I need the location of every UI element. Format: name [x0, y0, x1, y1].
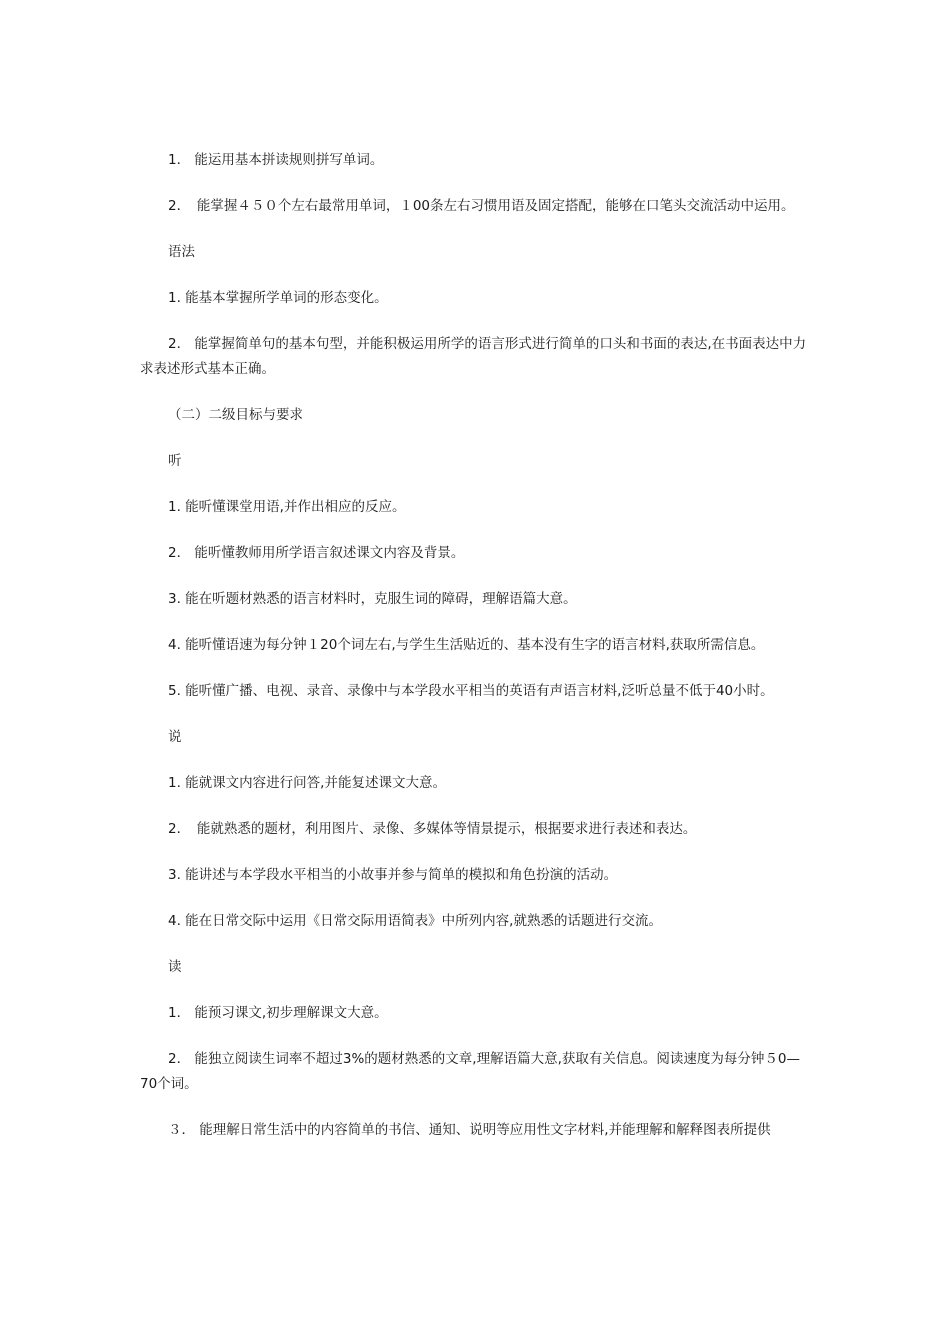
paragraph-speaking-4: 4. 能在日常交际中运用《日常交际用语简表》中所列内容,就熟悉的话题进行交流。 — [168, 913, 662, 929]
paragraph-vocabulary-count: 2． 能掌握４５０个左右最常用单词，１00条左右习惯用语及固定搭配，能够在口笔头交流活动中运用。 — [168, 198, 795, 214]
section-heading-listening: 听 — [168, 453, 182, 469]
paragraph-sentence-patterns: 2． 能掌握简单句的基本句型，并能积极运用所学的语言形式进行简单的口头和书面的表达,在书面表达中力求表述形式基本正确。 — [140, 336, 807, 377]
paragraph-listening-3: 3. 能在听题材熟悉的语言材料时，克服生词的障碍，理解语篇大意。 — [168, 591, 577, 607]
paragraph-reading-3: ３． 能理解日常生活中的内容简单的书信、通知、说明等应用性文字材料,并能理解和解释图表所提供 — [168, 1122, 771, 1138]
paragraph-speaking-3: 3. 能讲述与本学段水平相当的小故事并参与简单的模拟和角色扮演的活动。 — [168, 867, 618, 883]
paragraph-spelling-rules: 1． 能运用基本拼读规则拼写单词。 — [168, 152, 384, 168]
paragraph-reading-1: 1． 能预习课文,初步理解课文大意。 — [168, 1005, 388, 1021]
paragraph-reading-2: 2． 能独立阅读生词率不超过3%的题材熟悉的文章,理解语篇大意,获取有关信息。阅读速度为每分钟５0—70个词。 — [140, 1051, 800, 1092]
paragraph-speaking-1: 1. 能就课文内容进行问答,并能复述课文大意。 — [168, 775, 446, 791]
paragraph-listening-2: 2． 能听懂教师用所学语言叙述课文内容及背景。 — [168, 545, 465, 561]
paragraph-speaking-2: 2． 能就熟悉的题材，利用图片、录像、多媒体等情景提示，根据要求进行表述和表达。 — [168, 821, 697, 837]
paragraph-listening-5: 5. 能听懂广播、电视、录音、录像中与本学段水平相当的英语有声语言材料,泛听总量不低于40小时。 — [168, 683, 774, 699]
section-heading-level-two: （二）二级目标与要求 — [168, 407, 303, 423]
paragraph-word-forms: 1. 能基本掌握所学单词的形态变化。 — [168, 290, 388, 306]
paragraph-listening-4: 4. 能听懂语速为每分钟１20个词左右,与学生生活贴近的、基本没有生字的语言材料,获取所需信息。 — [168, 637, 765, 653]
document-body — [140, 148, 812, 1143]
section-heading-reading: 读 — [168, 959, 182, 975]
section-heading-grammar: 语法 — [168, 244, 195, 260]
section-heading-speaking: 说 — [168, 729, 182, 745]
paragraph-listening-1: 1. 能听懂课堂用语,并作出相应的反应。 — [168, 499, 406, 515]
